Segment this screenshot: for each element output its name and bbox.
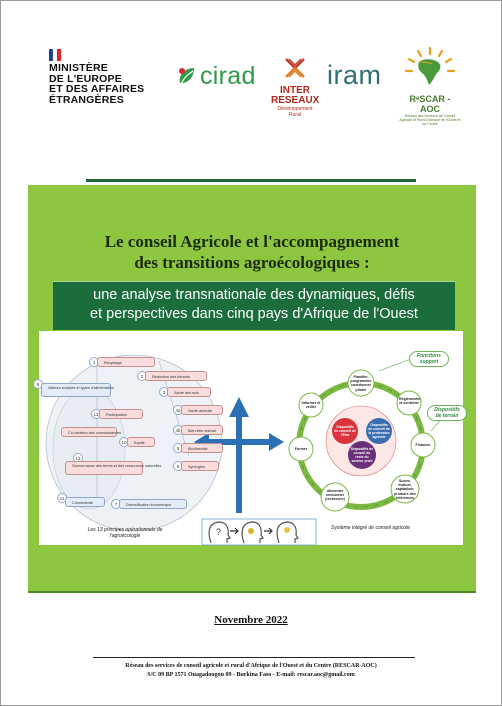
principle-label: Synergies <box>181 461 219 471</box>
bottom-divider <box>28 591 476 593</box>
cover-figure <box>36 331 463 545</box>
caption-line: l'agroécologie <box>109 533 141 539</box>
principle-number: 9 <box>33 379 43 389</box>
right-figure-caption: Système intégré de conseil agricole <box>331 525 410 531</box>
principle-number: 2 <box>137 371 147 381</box>
footer-divider <box>93 657 415 658</box>
principle-label: Gouvernance des terres et des ressources naturelles <box>65 461 143 475</box>
principle-number: 4a <box>173 405 183 415</box>
publication-date: Novembre 2022 <box>214 614 288 626</box>
subtitle-line: une analyse transnationale des dynamiques, défis <box>93 287 415 303</box>
principle-label: Santé animale <box>181 405 223 415</box>
principle-label: Biodiversité <box>181 443 223 453</box>
report-subtitle <box>53 286 455 324</box>
caption-line: Les 13 principes opérationnels de <box>87 527 163 533</box>
principle-label: Santé des sols <box>167 387 211 397</box>
interreseaux-subtitle: Développement Rural <box>277 106 313 118</box>
top-divider <box>86 179 416 182</box>
iram-logo: iram <box>327 60 382 90</box>
principle-label: Co-création des connaissances <box>61 427 117 437</box>
title-line: Le conseil Agricole et l'accompagnement <box>104 232 400 251</box>
principle-number: 7 <box>111 499 121 509</box>
inner-private-label: Dispositifs de conseil du reste du secteur privé <box>350 447 374 463</box>
footer-line: S/C 09 BP 1571 Ouagadougou 09 - Burkina Faso - E-mail: rescar.aoc@gmail.com <box>147 672 355 678</box>
principle-label: Participation <box>99 409 143 419</box>
inner-state-label: Dispositifs de conseil de l'Etat <box>334 425 356 437</box>
rescar-name: RᵉSCAR - AOC <box>409 94 451 114</box>
interreseaux-logo <box>271 57 319 118</box>
ring-node-label: Planifier, programmer coordonner piloter <box>350 375 372 392</box>
principle-label: Recyclage <box>97 357 155 367</box>
svg-text:?: ? <box>216 527 222 537</box>
principle-number: 12 <box>73 453 83 463</box>
principle-number: 5 <box>173 443 183 453</box>
principle-number: 6 <box>173 461 183 471</box>
principle-number: 10 <box>119 437 129 447</box>
marianne-flag-icon <box>49 49 61 61</box>
ministry-line: ET DES AFFAIRES <box>49 83 145 95</box>
rescar-africa-sun-icon <box>402 45 458 91</box>
support-functions-callout: Fonctions support <box>409 351 449 367</box>
ring-node-label: Réglementer et contrôler <box>399 397 421 406</box>
ministry-line: MINISTÈRE <box>49 62 108 74</box>
principle-label: Connectivité <box>65 497 105 507</box>
principle-number: 1 <box>89 357 99 367</box>
cirad-leaf-icon <box>177 65 197 87</box>
ring-node-label: Former <box>294 447 308 451</box>
rescar-logo <box>399 45 461 126</box>
principle-label: Equité <box>127 437 155 447</box>
principle-label: Bien-être animal <box>181 425 223 435</box>
ring-node-label: Alimenter renouveler (recherche) <box>325 489 345 502</box>
cirad-logo <box>177 61 256 91</box>
principle-label: Diversification économique <box>119 499 187 509</box>
ministry-line: ÉTRANGÈRES <box>49 93 124 106</box>
principle-number: 11 <box>57 493 67 503</box>
interreseaux-emblem-icon <box>284 57 306 79</box>
principle-number: 3 <box>159 387 169 397</box>
principle-number: 13 <box>91 409 101 419</box>
subtitle-line: et perspectives dans cinq pays d'Afrique de l'Ouest <box>90 306 418 322</box>
ring-node-label: Financer <box>415 443 431 447</box>
interreseaux-line1: INTER <box>280 85 310 96</box>
ministry-name <box>49 63 144 105</box>
title-line: des transitions agroécologiques : <box>134 253 370 272</box>
ring-node-label: Suivre, évaluer, capitaliser, produire des références <box>394 479 416 500</box>
principle-label: Valeurs sociales et types d'alimentation <box>41 383 111 397</box>
cirad-wordmark: cirad <box>200 61 256 90</box>
footer-line: Réseau des services de conseil agricole et rural d'Afrique de l'Ouest et du Centre (RESCAR-AOC) <box>125 663 377 669</box>
report-title <box>28 231 476 273</box>
interreseaux-line2: RESEAUX <box>271 95 320 106</box>
principle-number: 4b <box>173 425 183 435</box>
footer-address <box>41 662 461 680</box>
principle-label: Réduction des intrants <box>145 371 207 381</box>
rescar-subtitle: Réseau des Services de Conseil Agricole et Rural d'Afrique de l'Ouest et du Centre <box>399 114 461 126</box>
ministry-line: DE L'EUROPE <box>49 72 122 85</box>
ring-node-label: Informer et veiller <box>301 401 321 410</box>
inner-profession-label: Dispositifs de conseil de la profession agricole <box>368 423 390 439</box>
field-devices-callout: Dispositifs de terrain <box>427 405 467 421</box>
left-figure-caption <box>65 527 185 539</box>
